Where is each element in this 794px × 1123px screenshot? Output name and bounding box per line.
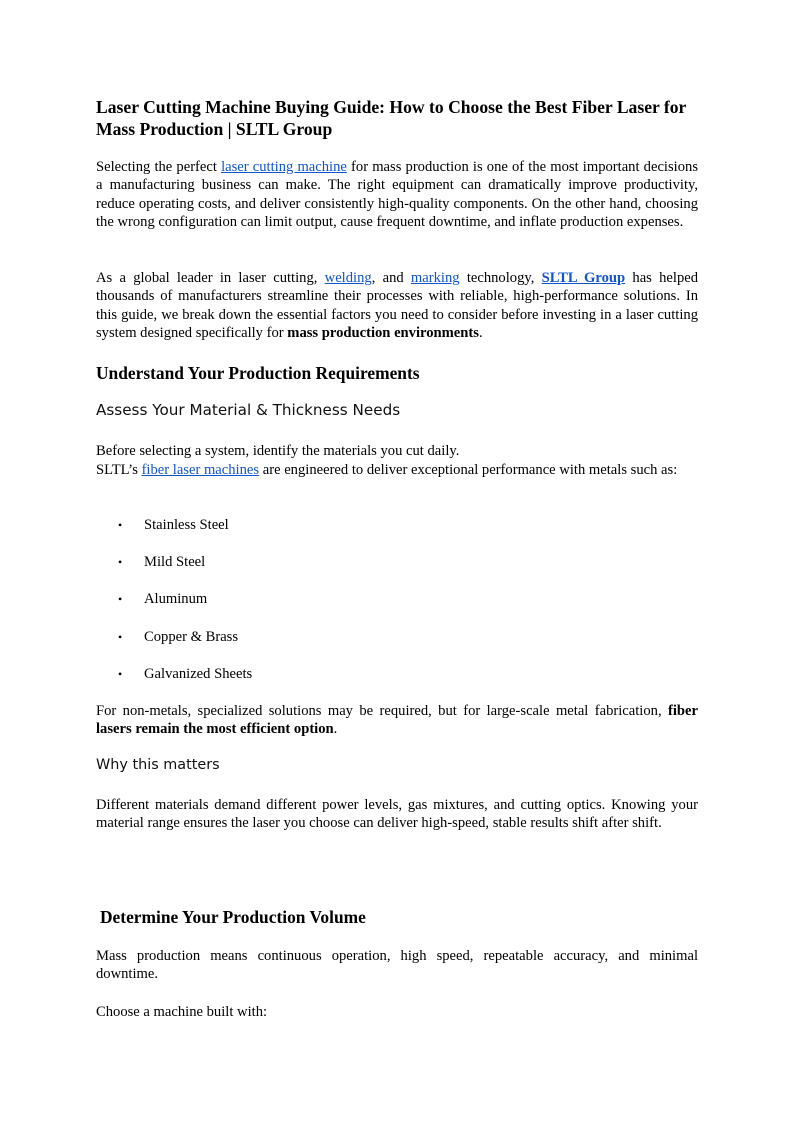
marking-link[interactable]: marking xyxy=(410,270,460,286)
list-item xyxy=(96,553,698,590)
bold-text: fiber lasers remain the most efficient option xyxy=(96,703,698,738)
materials-intro-paragraph xyxy=(96,461,698,479)
text: technology, xyxy=(459,270,542,286)
bold-text: mass production environments xyxy=(287,325,479,342)
laser-cutting-machine-link[interactable]: laser cutting machine xyxy=(221,159,347,175)
bullet-icon: • xyxy=(118,666,123,681)
section-heading-production-requirements: Understand Your Production Requirements xyxy=(96,363,420,383)
text: are engineered to deliver exceptional performance with metals such as: xyxy=(259,462,678,478)
page-title: Laser Cutting Machine Buying Guide: How to Choose the Best Fiber Laser for Mass Production | SLTL Group xyxy=(96,97,687,139)
leader-paragraph xyxy=(96,269,698,343)
list-item xyxy=(96,665,698,702)
list-item xyxy=(96,628,698,665)
fiber-laser-machines-link[interactable]: fiber laser machines xyxy=(141,462,260,478)
choose-machine-line: Choose a machine built with: xyxy=(96,1004,268,1020)
materials-list xyxy=(96,516,698,702)
list-item-text: Aluminum xyxy=(144,591,208,608)
text: For non-metals, specialized solutions may be required, but for large-scale metal fabrication, xyxy=(96,703,668,719)
why-this-matters-paragraph: Different materials demand different power levels, gas mixtures, and cutting optics. Knowing your material range ensures the laser you choose can deliver high-speed, stable results shift after shift. xyxy=(96,797,698,832)
production-volume-paragraph: Mass production means continuous operation, high speed, repeatable accuracy, and minimal downtime. xyxy=(96,948,698,983)
bullet-icon: • xyxy=(118,592,123,607)
list-item-text: Stainless Steel xyxy=(144,517,229,533)
text: As a global leader in laser cutting, xyxy=(96,270,325,286)
text: has helped thousands of manufacturers streamline their processes with reliable, high-performance solutions. In this guide, we break down the essential factors you need to consider before investing in a laser cutting system designed specifically for xyxy=(96,270,699,342)
intro-paragraph xyxy=(96,158,698,232)
bullet-icon: • xyxy=(118,555,123,570)
list-item-text: Mild Steel xyxy=(144,554,206,571)
list-item-text: Galvanized Sheets xyxy=(144,665,253,682)
text: . xyxy=(333,721,338,738)
text: Selecting the perfect xyxy=(96,159,222,175)
bullet-icon: • xyxy=(118,629,123,644)
welding-link[interactable]: welding xyxy=(324,270,372,286)
why-this-matters-heading: Why this matters xyxy=(96,757,220,773)
sltl-group-link[interactable]: SLTL Group xyxy=(541,270,626,286)
bullet-icon: • xyxy=(118,518,123,532)
materials-intro-line: Before selecting a system, identify the materials you cut daily. xyxy=(96,443,460,459)
text: for mass production is one of the most important decisions a manufacturing business can make. The right equipment can dramatically improve productivity, reduce operating costs, and deliver consistently high-quality components. On the other hand, choosing the wrong configuration can limit output, cause frequent downtime, and inflate production expenses. xyxy=(96,159,698,231)
list-item-text: Copper & Brass xyxy=(144,628,239,645)
text: . xyxy=(478,325,483,342)
subheading-material-thickness: Assess Your Material & Thickness Needs xyxy=(96,401,401,419)
text: SLTL’s xyxy=(96,462,142,478)
list-item xyxy=(96,590,698,627)
list-item xyxy=(96,516,698,553)
text: , and xyxy=(371,270,411,286)
non-metals-paragraph xyxy=(96,702,698,739)
section-heading-production-volume: Determine Your Production Volume xyxy=(100,907,366,927)
